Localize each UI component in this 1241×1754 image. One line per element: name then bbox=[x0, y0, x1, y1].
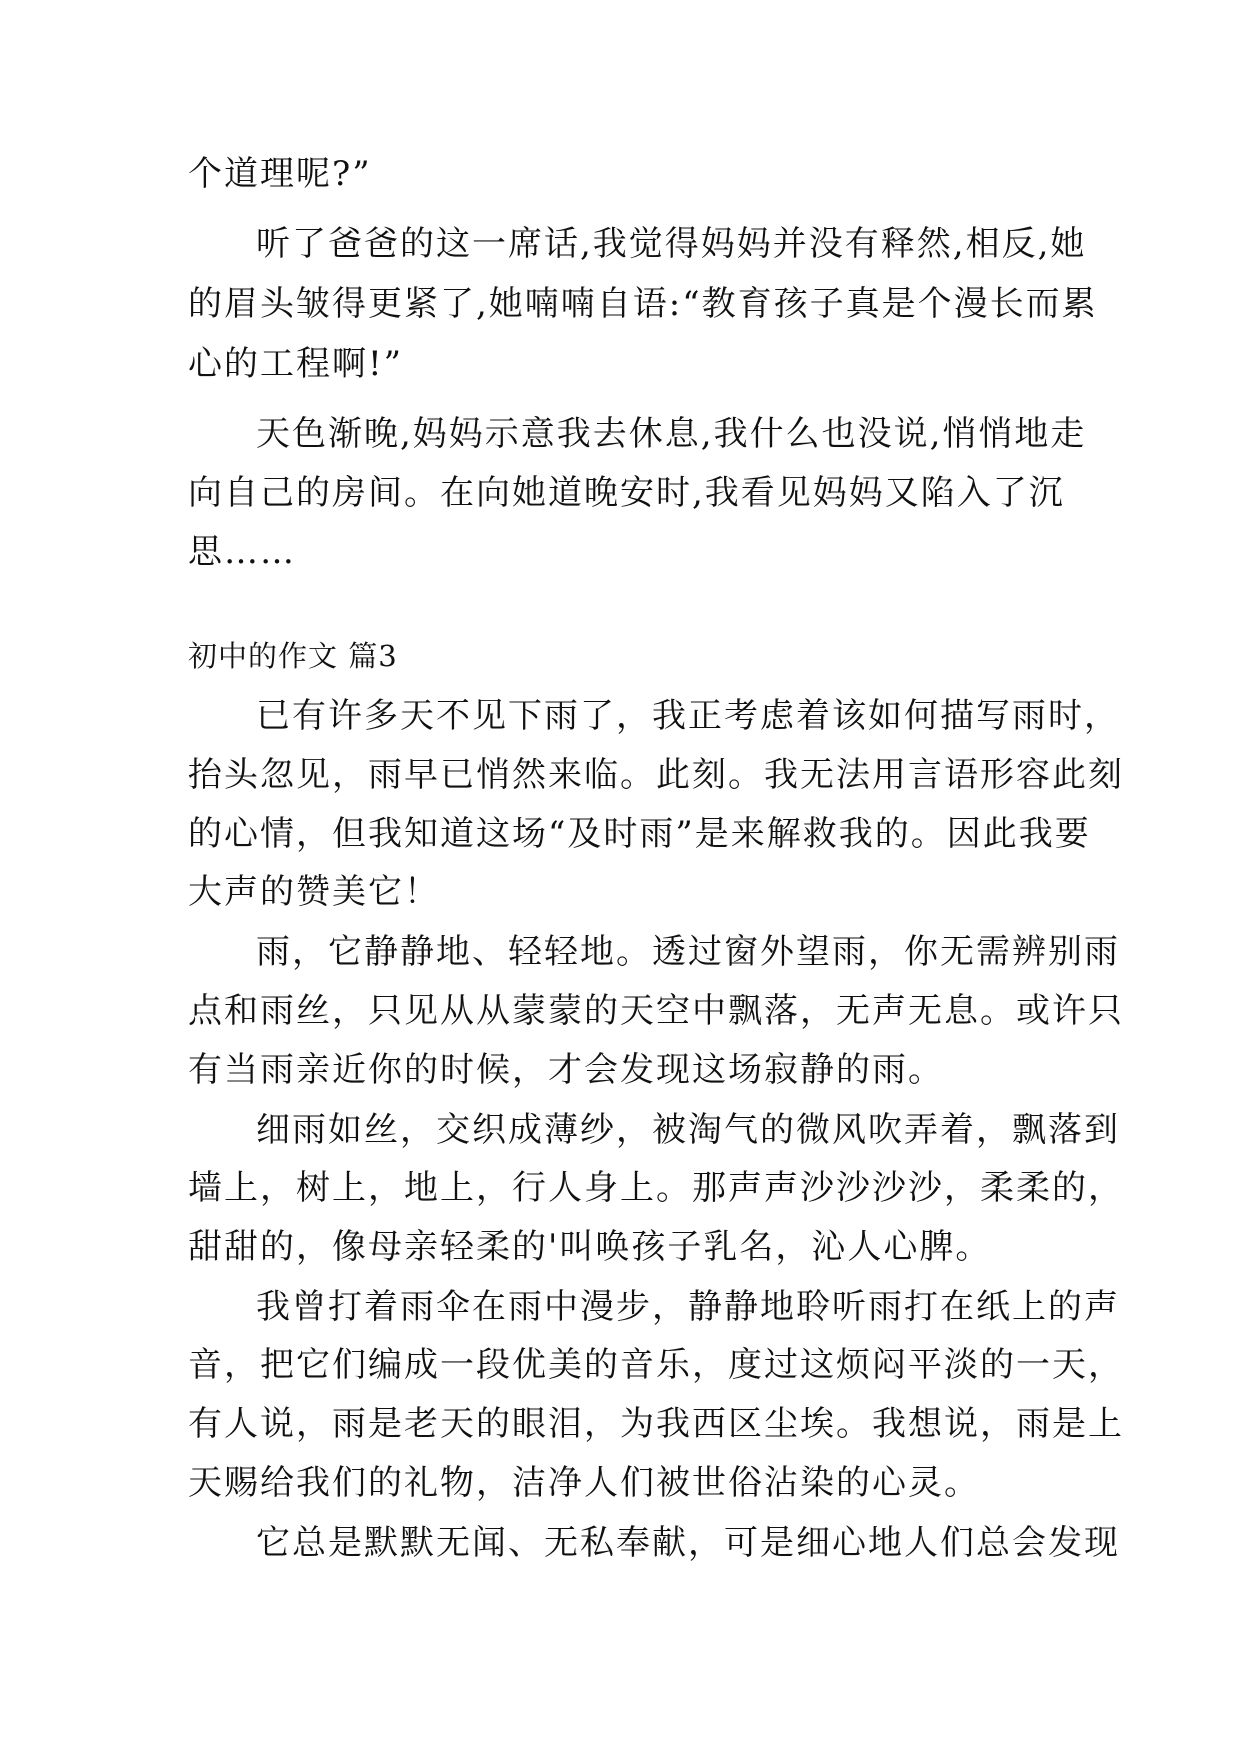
paragraph-line: 点和雨丝，只见从从蒙蒙的天空中飘落，无声无息。或许只 bbox=[188, 991, 1124, 1031]
paragraph-line: 音，把它们编成一段优美的音乐，度过这烦闷平淡的一天， bbox=[188, 1345, 1124, 1385]
paragraph-line: 抬头忽见，雨早已悄然来临。此刻。我无法用言语形容此刻 bbox=[188, 755, 1124, 795]
section-title: 初中的作文 篇3 bbox=[188, 639, 398, 673]
paragraph-line: 天色渐晚,妈妈示意我去休息,我什么也没说,悄悄地走 bbox=[256, 414, 1087, 454]
paragraph-line: 甜甜的，像母亲轻柔的'叫唤孩子乳名，沁人心脾。 bbox=[188, 1227, 992, 1267]
paragraph-line: 心的工程啊!” bbox=[188, 344, 404, 384]
paragraph-line: 大声的赞美它！ bbox=[188, 872, 440, 912]
paragraph-line: 向自己的房间。在向她道晚安时,我看见妈妈又陷入了沉 bbox=[188, 473, 1065, 513]
paragraph-line: 有当雨亲近你的时候，才会发现这场寂静的雨。 bbox=[188, 1050, 944, 1090]
paragraph-line: 我曾打着雨伞在雨中漫步，静静地聆听雨打在纸上的声 bbox=[256, 1287, 1120, 1327]
paragraph-line: 它总是默默无闻、无私奉献，可是细心地人们总会发现 bbox=[256, 1523, 1120, 1563]
paragraph-line: 听了爸爸的这一席话,我觉得妈妈并没有释然,相反,她 bbox=[256, 224, 1087, 264]
paragraph-line: 有人说，雨是老天的眼泪，为我西区尘埃。我想说，雨是上 bbox=[188, 1404, 1124, 1444]
paragraph-line: 天赐给我们的礼物，洁净人们被世俗沾染的心灵。 bbox=[188, 1463, 980, 1503]
paragraph-line: 雨，它静静地、轻轻地。透过窗外望雨，你无需辨别雨 bbox=[256, 932, 1120, 972]
paragraph-line: 思…… bbox=[188, 532, 296, 572]
paragraph-line: 个道理呢?” bbox=[188, 154, 372, 194]
paragraph-line: 墙上，树上，地上，行人身上。那声声沙沙沙沙，柔柔的， bbox=[188, 1168, 1124, 1208]
paragraph-line: 的眉头皱得更紧了,她喃喃自语:“教育孩子真是个漫长而累 bbox=[188, 284, 1098, 324]
paragraph-line: 细雨如丝，交织成薄纱，被淘气的微风吹弄着，飘落到 bbox=[256, 1110, 1120, 1150]
paragraph-line: 的心情，但我知道这场“及时雨”是来解救我的。因此我要 bbox=[188, 814, 1091, 854]
paragraph-line: 已有许多天不见下雨了，我正考虑着该如何描写雨时， bbox=[256, 696, 1120, 736]
